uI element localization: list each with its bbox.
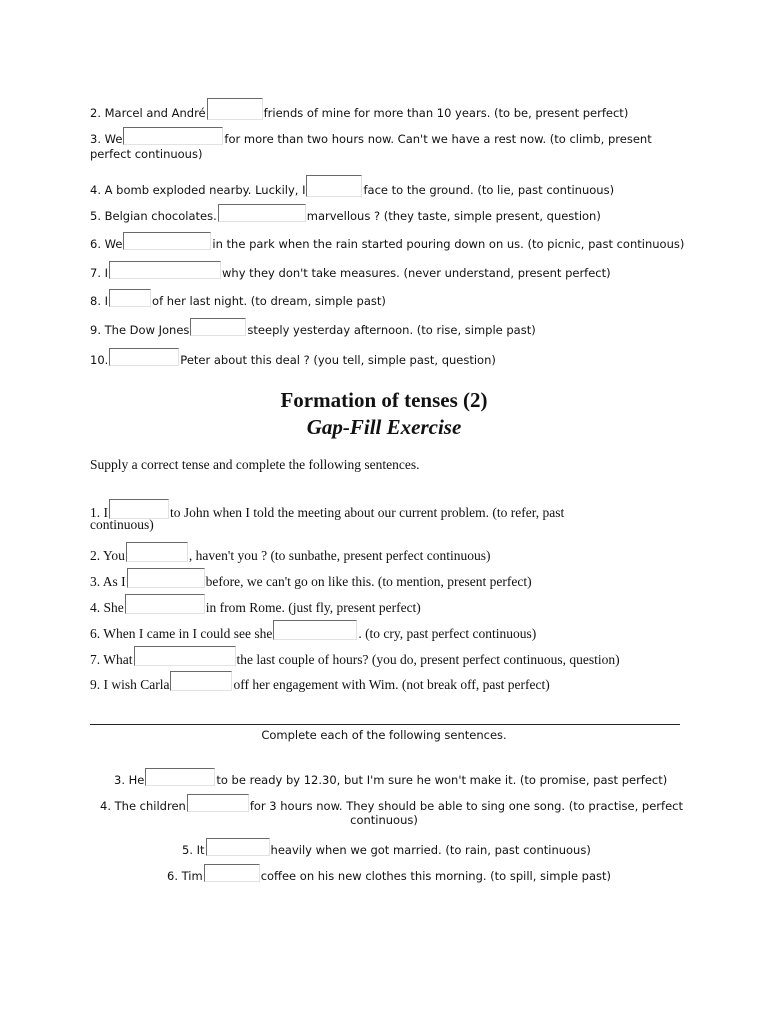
item-prefix: 6. Tim [167, 869, 203, 883]
answer-gap-input[interactable] [170, 671, 232, 691]
answer-gap-input[interactable] [204, 864, 260, 882]
item-text: heavily when we got married. (to rain, past continuous) [270, 843, 591, 857]
item-prefix: 5. Belgian chocolates. [90, 209, 217, 223]
item-prefix: 3. As I [90, 574, 126, 589]
answer-gap-input[interactable] [206, 838, 270, 856]
item-text: off her engagement with Wim. (not break off, past perfect) [233, 677, 550, 692]
exercise-item [90, 671, 550, 693]
exercise-item [90, 568, 532, 590]
item-prefix: 4. The children [100, 799, 186, 813]
exercise-item [90, 204, 601, 223]
item-text: in the park when the rain started pouring down on us. (to picnic, past continuous) [212, 237, 685, 251]
exercise-item [114, 768, 667, 787]
item-text: why they don't take measures. (never understand, present perfect) [222, 266, 611, 280]
exercise-item [90, 499, 564, 521]
item-text: steeply yesterday afternoon. (to rise, simple past) [247, 323, 536, 337]
item-text: to John when I told the meeting about our current problem. (to refer, past [170, 505, 565, 520]
item-prefix: 7. What [90, 652, 133, 667]
item-text: for 3 hours now. They should be able to sing one song. (to practise, perfect [249, 799, 683, 813]
exercise-item [90, 646, 620, 668]
item-text: before, we can't go on like this. (to mention, present perfect) [205, 574, 532, 589]
exercise-item [90, 232, 684, 251]
item-text: face to the ground. (to lie, past continuous) [363, 183, 615, 197]
exercise-item [167, 864, 611, 883]
exercise-item [90, 620, 536, 642]
answer-gap-input[interactable] [123, 127, 223, 145]
exercise-item [90, 594, 421, 616]
answer-gap-input[interactable] [190, 318, 246, 336]
item-text: friends of mine for more than 10 years. (to be, present perfect) [263, 106, 629, 120]
exercise-item [90, 127, 652, 146]
item-text: Peter about this deal ? (you tell, simple past, question) [180, 353, 496, 367]
exercise-item [90, 542, 491, 564]
item-text: , haven't you ? (to sunbathe, present perfect continuous) [188, 548, 491, 563]
item-prefix: 9. The Dow Jones [90, 323, 190, 337]
page-title: Formation of tenses (2) [280, 388, 488, 412]
item-text: in from Rome. (just fly, present perfect) [205, 600, 421, 615]
item-prefix: 6. When I came in I could see she [90, 626, 273, 641]
item-prefix: 4. She [90, 600, 124, 615]
exercise-item [90, 318, 536, 337]
answer-gap-input[interactable] [273, 620, 357, 640]
item-text: the last couple of hours? (you do, present perfect continuous, question) [236, 652, 620, 667]
section-divider [90, 724, 680, 725]
answer-gap-input[interactable] [306, 175, 362, 197]
exercise-item [90, 289, 386, 308]
instruction-text: Supply a correct tense and complete the following sentences. [90, 457, 420, 472]
exercise-item [100, 794, 683, 813]
exercise-item [90, 98, 628, 120]
answer-gap-input[interactable] [123, 232, 211, 250]
item-continuation: perfect continuous) [90, 147, 203, 161]
answer-gap-input[interactable] [109, 261, 221, 279]
item-prefix: 7. I [90, 266, 109, 280]
item-continuation: continuous) [350, 813, 418, 827]
item-prefix: 6. We [90, 237, 123, 251]
answer-gap-input[interactable] [218, 204, 306, 222]
item-prefix: 10. [90, 353, 109, 367]
item-text: . (to cry, past perfect continuous) [358, 626, 537, 641]
item-prefix: 8. I [90, 294, 109, 308]
answer-gap-input[interactable] [187, 794, 249, 812]
answer-gap-input[interactable] [134, 646, 236, 666]
item-continuation: continuous) [90, 517, 154, 532]
item-prefix: 1. I [90, 505, 108, 520]
item-prefix: 4. A bomb exploded nearby. Luckily, I [90, 183, 306, 197]
answer-gap-input[interactable] [145, 768, 215, 786]
page-subtitle: Gap-Fill Exercise [306, 415, 462, 439]
answer-gap-input[interactable] [109, 348, 179, 366]
answer-gap-input[interactable] [207, 98, 263, 120]
answer-gap-input[interactable] [126, 542, 188, 562]
answer-gap-input[interactable] [109, 289, 151, 307]
item-prefix: 2. Marcel and André [90, 106, 206, 120]
item-text: of her last night. (to dream, simple past) [152, 294, 386, 308]
answer-gap-input[interactable] [125, 594, 205, 614]
exercise-item [182, 838, 591, 857]
item-text: coffee on his new clothes this morning. (to spill, simple past) [260, 869, 612, 883]
item-prefix: 3. He [114, 773, 145, 787]
answer-gap-input[interactable] [109, 499, 169, 519]
exercise-item [90, 261, 611, 280]
item-prefix: 2. You [90, 548, 125, 563]
item-prefix: 3. We [90, 132, 123, 146]
item-prefix: 9. I wish Carla [90, 677, 170, 692]
item-text: for more than two hours now. Can't we have a rest now. (to climb, present [224, 132, 652, 146]
section-instruction: Complete each of the following sentences. [261, 728, 507, 742]
answer-gap-input[interactable] [127, 568, 205, 588]
item-text: marvellous ? (they taste, simple present, question) [306, 209, 601, 223]
exercise-item [90, 348, 496, 367]
item-text: to be ready by 12.30, but I'm sure he won't make it. (to promise, past perfect) [216, 773, 668, 787]
exercise-item [90, 175, 614, 197]
item-prefix: 5. It [182, 843, 205, 857]
